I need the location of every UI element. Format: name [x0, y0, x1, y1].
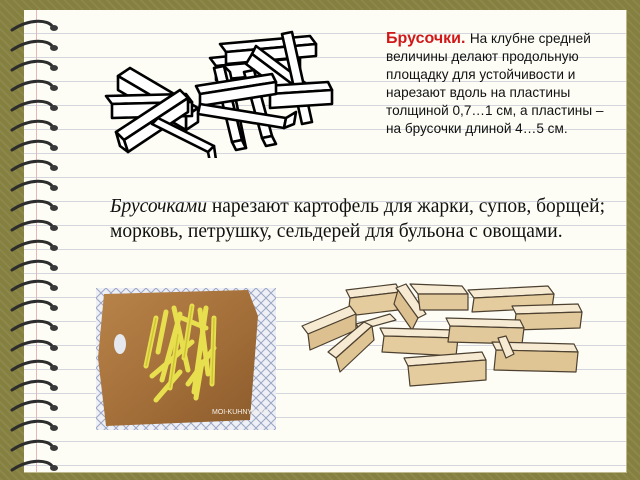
spiral-hole	[50, 165, 58, 171]
spiral-ring	[12, 341, 52, 350]
spiral-hole	[50, 345, 58, 351]
spiral-ring	[12, 281, 52, 290]
spiral-hole	[50, 45, 58, 51]
spiral-ring	[12, 61, 52, 70]
spiral-ring	[12, 201, 52, 210]
spiral-ring	[12, 101, 52, 110]
spiral-hole	[50, 385, 58, 391]
spiral-hole	[50, 65, 58, 71]
usage-end: .	[557, 221, 563, 242]
spiral-hole	[50, 445, 58, 451]
spiral-hole	[50, 425, 58, 431]
spiral-ring	[12, 221, 52, 230]
spiral-ring	[12, 421, 52, 430]
spiral-ring	[12, 321, 52, 330]
spiral-hole	[50, 405, 58, 411]
spiral-hole	[50, 365, 58, 371]
spiral-ring	[12, 441, 52, 450]
spiral-hole	[50, 125, 58, 131]
usage-term: Брусочками	[110, 196, 207, 217]
spiral-hole	[50, 205, 58, 211]
spiral-ring	[12, 81, 52, 90]
definition-term: Брусочки	[386, 30, 461, 47]
spiral-hole	[50, 185, 58, 191]
definition-term-punct: .	[460, 30, 470, 47]
sticks-outline-illustration	[96, 28, 336, 163]
spiral-ring	[12, 401, 52, 410]
spiral-ring	[12, 181, 52, 190]
definition-text: На клубне средней величины делают продольную площадку для устойчивости и нарезают вдоль на пластины толщиной 0,7…1 см, а пластины – на брусочки длиной 4…5 см.	[386, 31, 604, 136]
spiral-hole	[50, 285, 58, 291]
spiral-hole	[50, 225, 58, 231]
spiral-ring	[12, 21, 52, 30]
spiral-ring	[12, 361, 52, 370]
spiral-ring	[12, 261, 52, 270]
spiral-hole	[50, 25, 58, 31]
definition-block	[386, 30, 618, 138]
usage-paragraph	[110, 194, 610, 244]
spiral-ring	[12, 121, 52, 130]
usage-text: нарезают картофель для жарки, супов, борщей; морковь, петрушку, сельдерей для бульона с овощами	[110, 196, 606, 242]
spiral-ring	[12, 461, 52, 470]
spiral-ring	[12, 161, 52, 170]
spiral-hole	[50, 105, 58, 111]
spiral-binding-icon	[0, 0, 70, 480]
spiral-ring	[12, 301, 52, 310]
photo-watermark: MOI-KUHNYA.RU	[212, 409, 269, 416]
spiral-ring	[12, 41, 52, 50]
spiral-hole	[50, 305, 58, 311]
sticks-colored-illustration	[292, 268, 592, 403]
spiral-hole	[50, 145, 58, 151]
spiral-hole	[50, 325, 58, 331]
spiral-ring	[12, 381, 52, 390]
spiral-hole	[50, 85, 58, 91]
cutting-board-photo	[96, 288, 276, 430]
spiral-hole	[50, 465, 58, 471]
spiral-ring	[12, 141, 52, 150]
spiral-hole	[50, 245, 58, 251]
spiral-hole	[50, 265, 58, 271]
spiral-ring	[12, 241, 52, 250]
